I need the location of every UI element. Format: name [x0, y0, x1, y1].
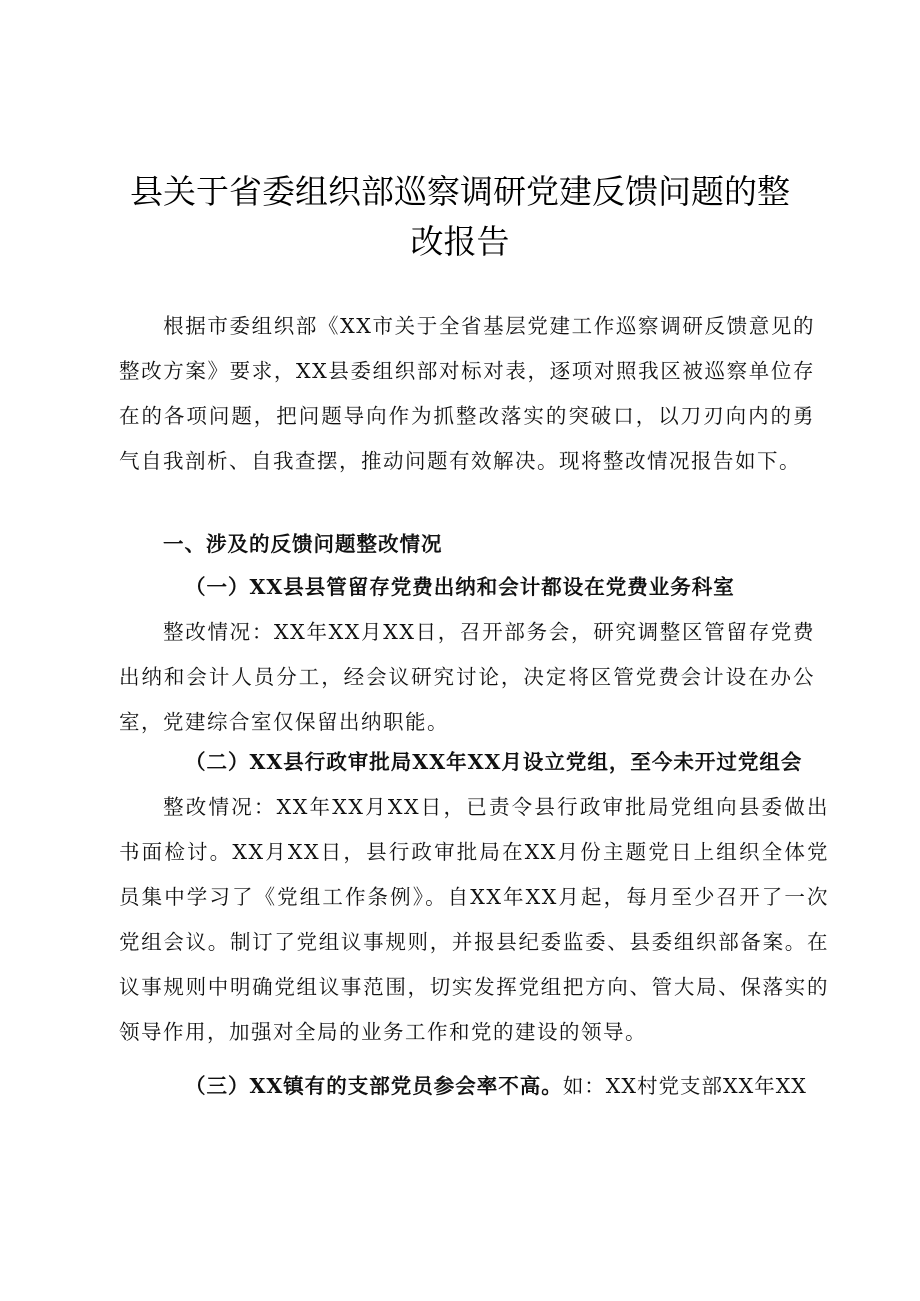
item-3-body-start: 如：XX村党支部XX年XX: [562, 1074, 807, 1098]
item-1-heading: （一）XX县县管留存党费出纳和会计都设在党费业务科室: [185, 575, 735, 599]
intro-paragraph: 根据市委组织部《XX市关于全省基层党建工作巡察调研反馈意见的整改方案》要求，XX县委组织部对标对表，逐项对照我区被巡察单位存在的各项问题，把问题导向作为抓整改落实的突破口，以刀刃向内的勇气自我剖析、自我查摆，推动问题有效解决。现将整改情况报告如下。: [119, 314, 815, 473]
document-title-line-1: 县关于省委组织部巡察调研党建反馈问题的整: [130, 172, 790, 211]
item-2-body: 整改情况：XX年XX月XX日，已责令县行政审批局党组向县委做出书面检讨。XX月XX日，县行政审批局在XX月份主题党日上组织全体党员集中学习了《党组工作条例》。自XX年XX月起，每月至少召开了一次党组会议。制订了党组议事规则，并报县纪委监委、县委组织部备案。在议事规则中明确党组议事范围，切实发挥党组把方向、管大局、保落实的领导作用，加强对全局的业务工作和党的建设的领导。: [119, 795, 829, 1044]
section-1-heading: 一、涉及的反馈问题整改情况: [163, 532, 443, 556]
document-title-line-2: 改报告: [410, 222, 510, 261]
item-1-body: 整改情况：XX年XX月XX日，召开部务会，研究调整区管留存党费出纳和会计人员分工，经会议研究讨论，决定将区管党费会计设在办公室，党建综合室仅保留出纳职能。: [119, 620, 815, 734]
item-2-heading: （二）XX县行政审批局XX年XX月设立党组，至今未开过党组会: [185, 750, 803, 774]
item-3-line: [185, 1064, 807, 1109]
item-3-heading: （三）XX镇有的支部党员参会率不高。: [185, 1074, 563, 1098]
